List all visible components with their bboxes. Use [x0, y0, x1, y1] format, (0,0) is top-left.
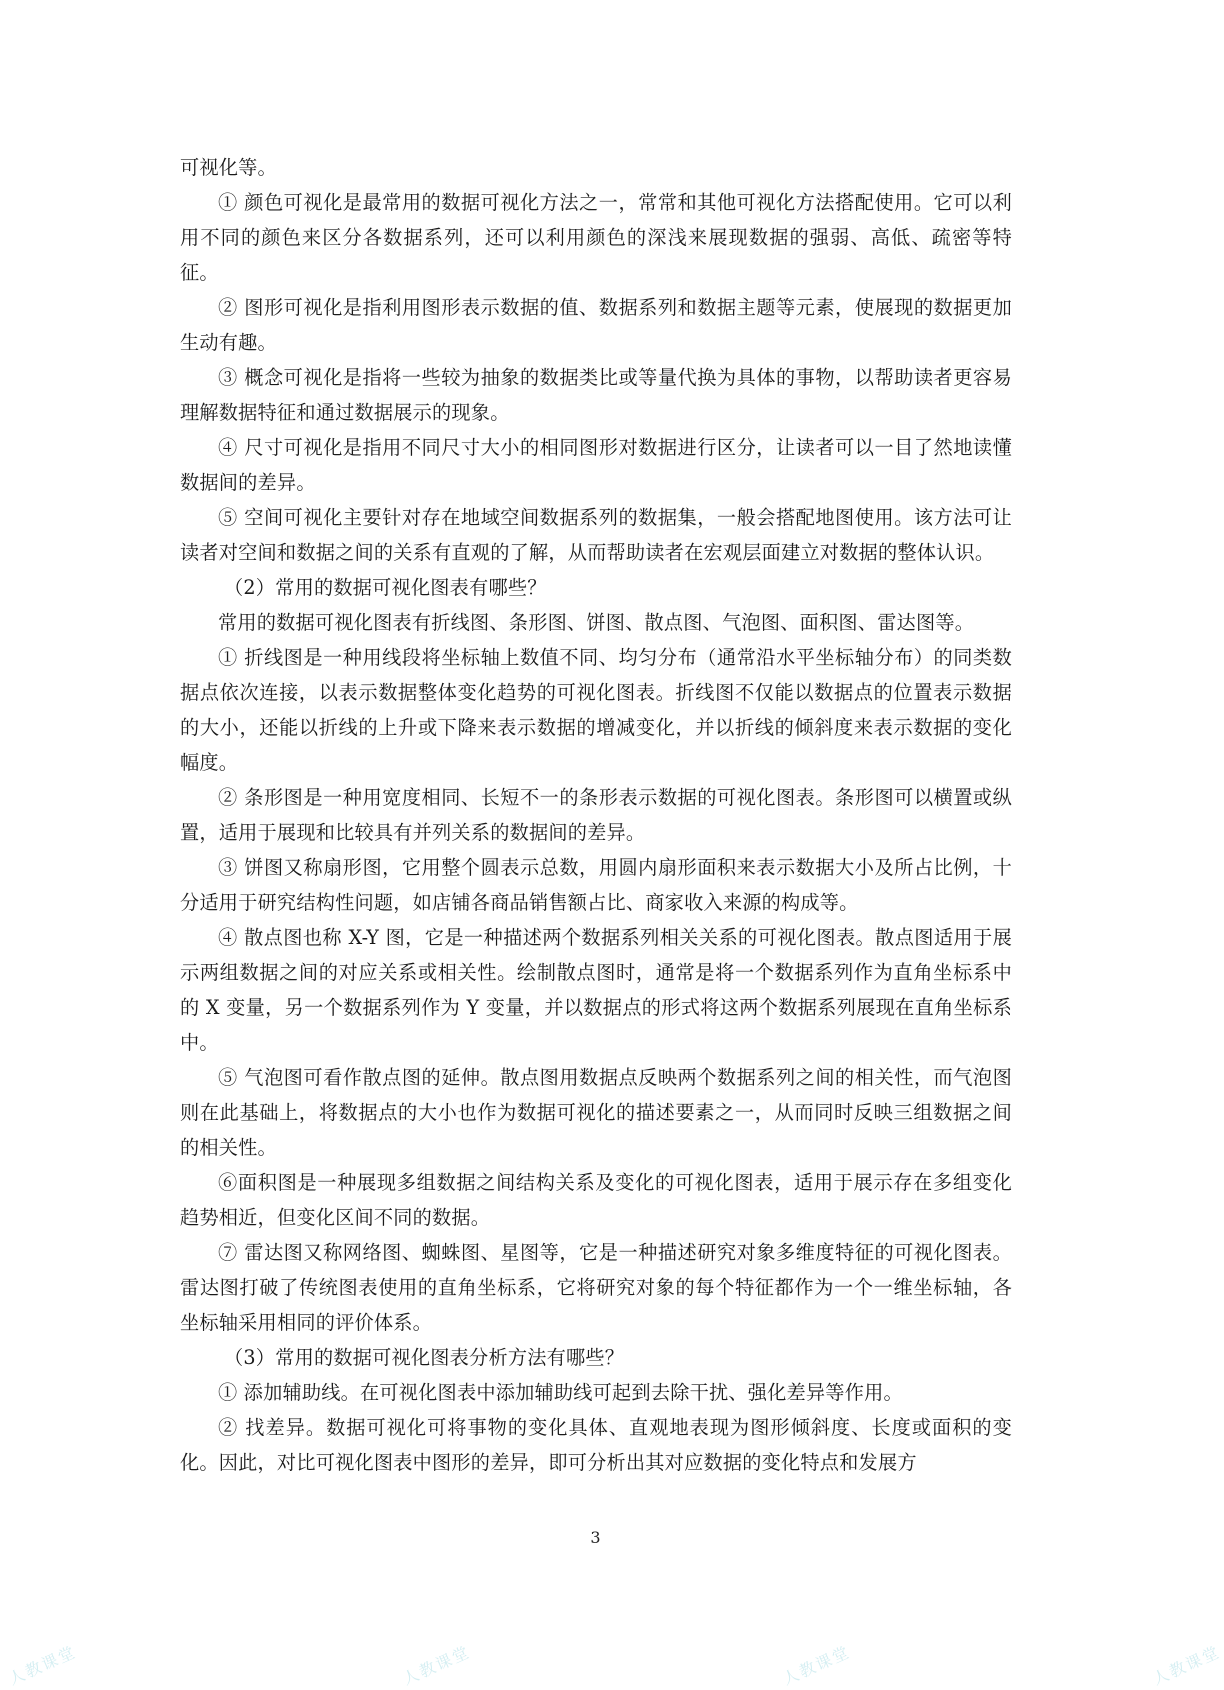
watermark: 人教课堂 [779, 1642, 854, 1689]
paragraph: ② 找差异。数据可视化可将事物的变化具体、直观地表现为图形倾斜度、长度或面积的变化。因此，对比可视化图表中图形的差异，即可分析出其对应数据的变化特点和发展方 [180, 1416, 1012, 1474]
paragraph: ① 添加辅助线。在可视化图表中添加辅助线可起到去除干扰、强化差异等作用。 [218, 1381, 903, 1404]
paragraph: ⑥面积图是一种展现多组数据之间结构关系及变化的可视化图表，适用于展示存在多组变化趋势相近，但变化区间不同的数据。 [180, 1171, 1012, 1229]
paragraph: ① 颜色可视化是最常用的数据可视化方法之一，常常和其他可视化方法搭配使用。它可以利用不同的颜色来区分各数据系列，还可以利用颜色的深浅来展现数据的强弱、高低、疏密等特征。 [180, 191, 1012, 284]
paragraph: ② 条形图是一种用宽度相同、长短不一的条形表示数据的可视化图表。条形图可以横置或纵置，适用于展现和比较具有并列关系的数据间的差异。 [180, 786, 1012, 844]
paragraph: 可视化等。 [180, 156, 277, 179]
paragraph: ③ 饼图又称扇形图，它用整个圆表示总数，用圆内扇形面积来表示数据大小及所占比例，十分适用于研究结构性问题，如店铺各商品销售额占比、商家收入来源的构成等。 [180, 856, 1012, 914]
paragraph: 常用的数据可视化图表有折线图、条形图、饼图、散点图、气泡图、面积图、雷达图等。 [218, 611, 975, 634]
page-number: 3 [590, 1528, 601, 1547]
section-heading: （3）常用的数据可视化图表分析方法有哪些？ [224, 1346, 625, 1369]
paragraph: ④ 散点图也称 X-Y 图，它是一种描述两个数据系列相关关系的可视化图表。散点图适用于展示两组数据之间的对应关系或相关性。绘制散点图时，通常是将一个数据系列作为直角坐标系中的 X 变量，另一个数据系列作为 Y 变量，并以数据点的形式将这两个数据系列展现在直角坐标系中。 [180, 926, 1012, 1054]
paragraph: ④ 尺寸可视化是指用不同尺寸大小的相同图形对数据进行区分，让读者可以一目了然地读懂数据间的差异。 [180, 436, 1012, 494]
watermark: 人教课堂 [1149, 1642, 1224, 1689]
paragraph: ② 图形可视化是指利用图形表示数据的值、数据系列和数据主题等元素，使展现的数据更加生动有趣。 [180, 296, 1012, 354]
paragraph: ⑤ 气泡图可看作散点图的延伸。散点图用数据点反映两个数据系列之间的相关性，而气泡图则在此基础上，将数据点的大小也作为数据可视化的描述要素之一，从而同时反映三组数据之间的相关性。 [180, 1066, 1012, 1159]
page-body [180, 150, 1012, 1480]
paragraph: ① 折线图是一种用线段将坐标轴上数值不同、均匀分布（通常沿水平坐标轴分布）的同类数据点依次连接，以表示数据整体变化趋势的可视化图表。折线图不仅能以数据点的位置表示数据的大小，还能以折线的上升或下降来表示数据的增减变化，并以折线的倾斜度来表示数据的变化幅度。 [180, 646, 1012, 774]
paragraph: ⑤ 空间可视化主要针对存在地域空间数据系列的数据集，一般会搭配地图使用。该方法可让读者对空间和数据之间的关系有直观的了解，从而帮助读者在宏观层面建立对数据的整体认识。 [180, 506, 1012, 564]
watermark: 人教课堂 [5, 1642, 80, 1689]
watermark: 人教课堂 [399, 1642, 474, 1689]
section-heading: （2）常用的数据可视化图表有哪些？ [224, 576, 547, 599]
paragraph: ⑦ 雷达图又称网络图、蜘蛛图、星图等，它是一种描述研究对象多维度特征的可视化图表。雷达图打破了传统图表使用的直角坐标系，它将研究对象的每个特征都作为一个一维坐标轴，各坐标轴采用相同的评价体系。 [180, 1241, 1012, 1334]
paragraph: ③ 概念可视化是指将一些较为抽象的数据类比或等量代换为具体的事物，以帮助读者更容易理解数据特征和通过数据展示的现象。 [180, 366, 1012, 424]
